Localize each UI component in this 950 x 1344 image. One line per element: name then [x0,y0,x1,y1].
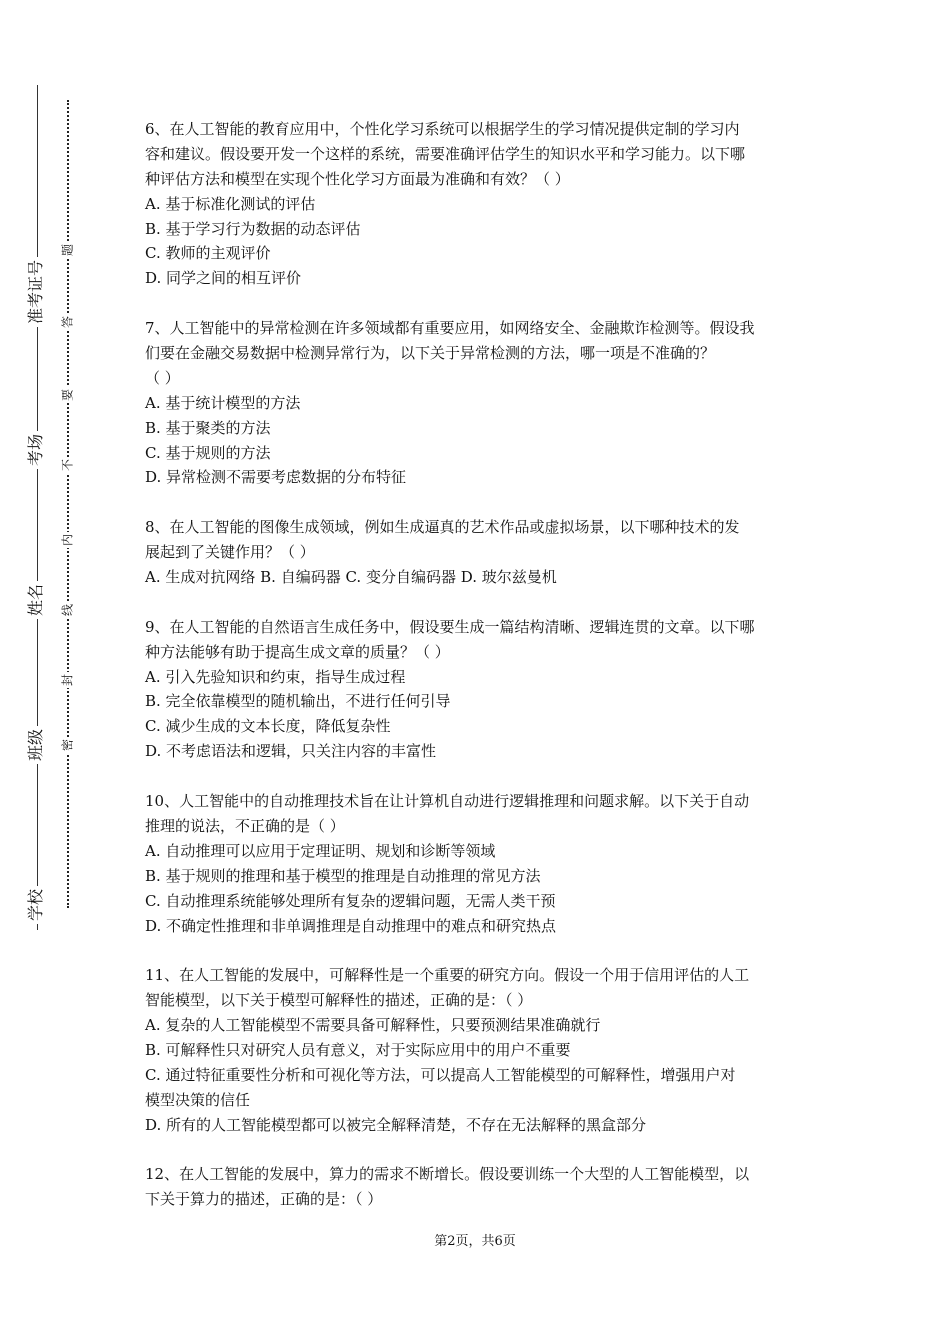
answer-option: A. 引入先验知识和约束，指导生成过程 [145,667,406,686]
question-stem-line: 种方法能够有助于提高生成文章的质量？（ ） [145,642,450,661]
answer-option: B. 基于规则的推理和基于模型的推理是自动推理的常见方法 [145,866,541,885]
answer-option: B. 可解释性只对研究人员有意义，对于实际应用中的用户不重要 [145,1040,571,1059]
question-7 [145,316,815,490]
question-stem-line: 11、在人工智能的发展中，可解释性是一个重要的研究方向。假设一个用于信用评估的人工 [145,966,750,985]
answer-option: A. 生成对抗网络 B. 自编码器 C. 变分自编码器 D. 玻尔兹曼机 [145,568,557,587]
seal-char: 不 [60,458,75,472]
answer-option: A. 基于标准化测试的评估 [145,194,316,213]
answer-option: D. 不考虑语法和逻辑，只关注内容的丰富性 [145,742,437,761]
question-stem-line: （ ） [145,368,180,387]
question-stem-line: 展起到了关键作用？（ ） [145,543,315,562]
answer-option: 模型决策的信任 [145,1090,251,1109]
answer-option: B. 基于聚类的方法 [145,418,271,437]
seal-char: 要 [60,388,75,402]
seal-char: 封 [60,673,75,687]
question-stem-line: 10、人工智能中的自动推理技术旨在让计算机自动进行逻辑推理和问题求解。以下关于自动 [145,792,750,811]
seal-char: 答 [60,315,75,329]
question-stem-line: 容和建议。假设要开发一个这样的系统，需要准确评估学生的知识水平和学习能力。以下哪 [145,144,746,163]
page-number: 第2页，共6页 [434,1234,516,1249]
answer-option: B. 基于学习行为数据的动态评估 [145,219,361,238]
field-room-label: 考场 [27,431,45,469]
seal-char: 题 [60,243,75,257]
question-stem-line: 8、在人工智能的图像生成领域，例如生成逼真的艺术作品或虚拟场景，以下哪种技术的发 [145,518,740,537]
question-stem-line: 9、在人工智能的自然语言生成任务中，假设要生成一篇结构清晰、逻辑连贯的文章。以下哪 [145,617,755,636]
question-stem-line: 12、在人工智能的发展中，算力的需求不断增长。假设要训练一个大型的人工智能模型，以 [145,1165,750,1184]
answer-option: A. 自动推理可以应用于定理证明、规划和诊断等领域 [145,841,496,860]
question-stem-line: 智能模型，以下关于模型可解释性的描述，正确的是：（ ） [145,991,533,1010]
answer-option: C. 自动推理系统能够处理所有复杂的逻辑问题，无需人类干预 [145,891,556,910]
question-10 [145,789,815,938]
answer-option: B. 完全依靠模型的随机输出，不进行任何引导 [145,692,451,711]
binding-solid-line [37,85,38,930]
question-8 [145,515,815,590]
question-6 [145,117,815,291]
seal-char: 内 [60,533,75,547]
answer-option: D. 同学之间的相互评价 [145,269,302,288]
question-list [145,117,815,1237]
answer-option: C. 教师的主观评价 [145,244,271,263]
answer-option: D. 不确定性推理和非单调推理是自动推理中的难点和研究热点 [145,916,557,935]
field-exam-id-label: 准考证号 [27,257,45,327]
question-9 [145,615,815,764]
field-name-label: 姓名 [27,581,45,619]
answer-option: A. 复杂的人工智能模型不需要具备可解释性，只要预测结果准确就行 [145,1016,601,1035]
question-stem-line: 种评估方法和模型在实现个性化学习方面最为准确和有效？（ ） [145,169,570,188]
answer-option: C. 基于规则的方法 [145,443,271,462]
question-stem-line: 推理的说法，不正确的是（ ） [145,816,345,835]
answer-option: D. 异常检测不需要考虑数据的分布特征 [145,468,407,487]
answer-option: A. 基于统计模型的方法 [145,393,301,412]
question-stem-line: 们要在金融交易数据中检测异常行为，以下关于异常检测的方法，哪一项是不准确的？ [145,344,716,363]
field-school-label: 学校 [27,886,45,924]
answer-option: C. 减少生成的文本长度，降低复杂性 [145,717,391,736]
field-class-label: 班级 [27,726,45,764]
answer-option: D. 所有的人工智能模型都可以被完全解释清楚，不存在无法解释的黑盒部分 [145,1115,647,1134]
seal-dotted-line [67,100,69,908]
question-stem-line: 7、人工智能中的异常检测在许多领域都有重要应用，如网络安全、金融欺诈检测等。假设我 [145,319,755,338]
seal-char: 密 [60,738,75,752]
question-11 [145,963,815,1137]
question-stem-line: 下关于算力的描述，正确的是：（ ） [145,1190,383,1209]
question-stem-line: 6、在人工智能的教育应用中，个性化学习系统可以根据学生的学习情况提供定制的学习内 [145,120,740,138]
seal-char: 线 [60,603,75,617]
answer-option: C. 通过特征重要性分析和可视化等方法，可以提高人工智能模型的可解释性，增强用户对 [145,1065,736,1084]
question-12 [145,1162,815,1212]
